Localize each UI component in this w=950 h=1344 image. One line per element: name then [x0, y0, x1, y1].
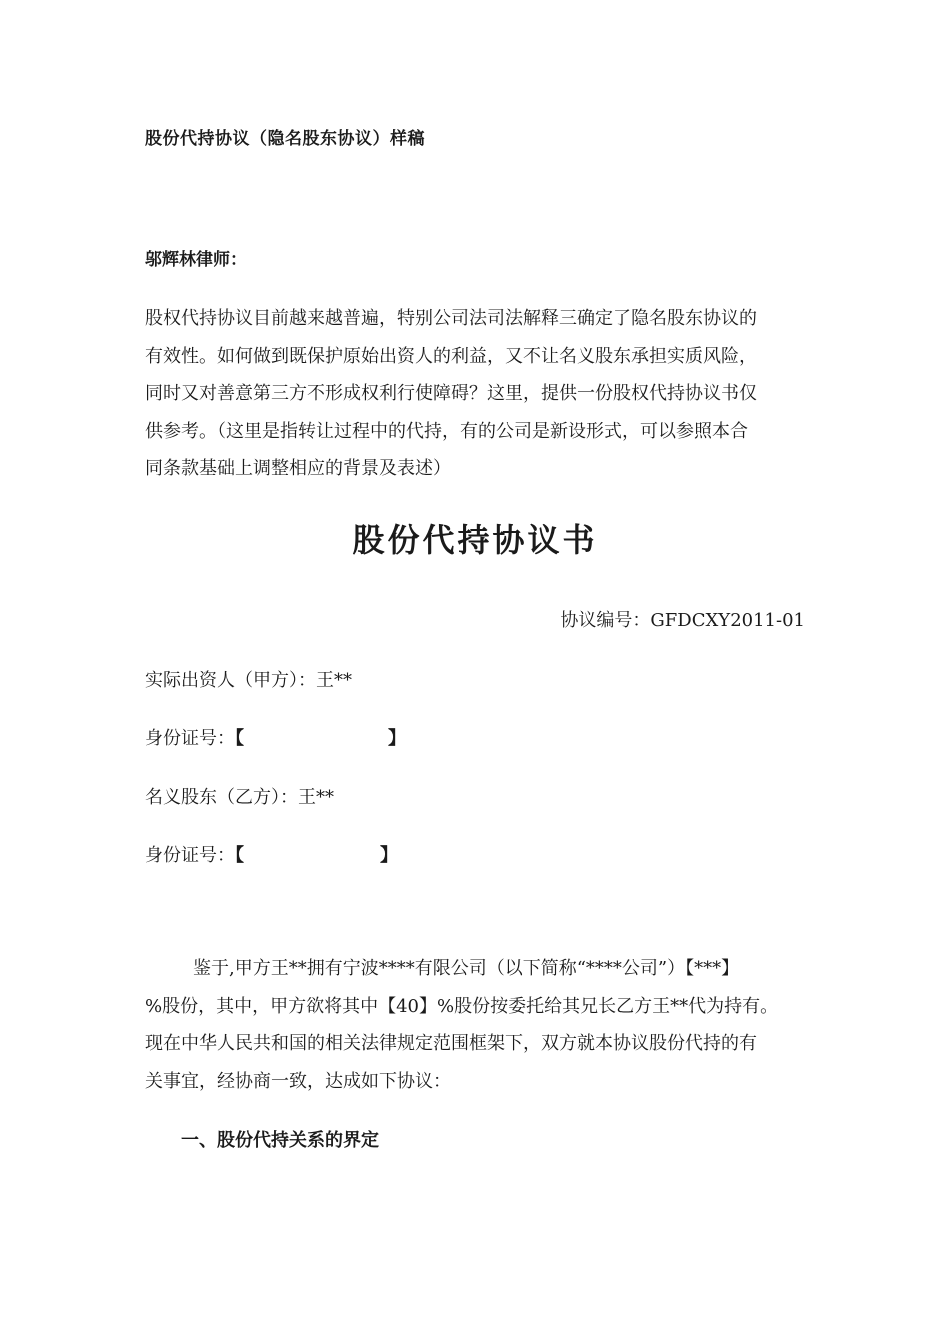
- party-b-name: 名义股东（乙方）：王**: [145, 787, 334, 808]
- party-a-id-field: [145, 724, 406, 750]
- party-a-id-close-bracket: 】: [388, 728, 406, 749]
- intro-line: 供参考。（这里是指转让过程中的代持，有的公司是新设形式，可以参照本合: [145, 420, 748, 442]
- party-a-id-open-bracket: 【: [235, 728, 244, 749]
- section-heading-1: 一、股份代持关系的界定: [181, 1130, 379, 1151]
- recital-paragraph: [145, 950, 805, 1100]
- party-b-id-label: 身份证号：: [145, 845, 235, 866]
- intro-line: 同时又对善意第三方不形成权利行使障碍？这里，提供一份股权代持协议书仅: [145, 383, 757, 404]
- author-line: 邬辉林律师：: [145, 250, 247, 270]
- intro-line: 股权代持协议目前越来越普遍，特别公司法司法解释三确定了隐名股东协议的: [145, 308, 757, 329]
- party-b-id-field: [145, 841, 398, 867]
- intro-line: 同条款基础上调整相应的背景及表述）: [145, 458, 451, 479]
- agreement-title: 股份代持协议书: [352, 521, 598, 559]
- document-title: 股份代持协议（隐名股东协议）样稿: [145, 129, 425, 149]
- intro-paragraph: [145, 300, 805, 488]
- agreement-number: 协议编号：GFDCXY2011-01: [560, 610, 805, 631]
- recital-line: 现在中华人民共和国的相关法律规定范围框架下，双方就本协议股份代持的有: [145, 1033, 757, 1054]
- party-a-name: 实际出资人（甲方）：王**: [145, 670, 352, 691]
- party-a-id-label: 身份证号：: [145, 728, 235, 749]
- party-b-id-open-bracket: 【: [235, 845, 244, 866]
- recital-line: 鉴于,甲方王**拥有宁波****有限公司（以下简称“****公司”）【***】: [193, 958, 740, 979]
- recital-line: 关事宜，经协商一致，达成如下协议：: [145, 1070, 451, 1092]
- intro-line: 有效性。如何做到既保护原始出资人的利益，又不让名义股东承担实质风险，: [145, 345, 757, 367]
- party-b-id-close-bracket: 】: [380, 845, 398, 866]
- recital-line: %股份，其中，甲方欲将其中【40】%股份按委托给其兄长乙方王**代为持有。: [145, 995, 779, 1017]
